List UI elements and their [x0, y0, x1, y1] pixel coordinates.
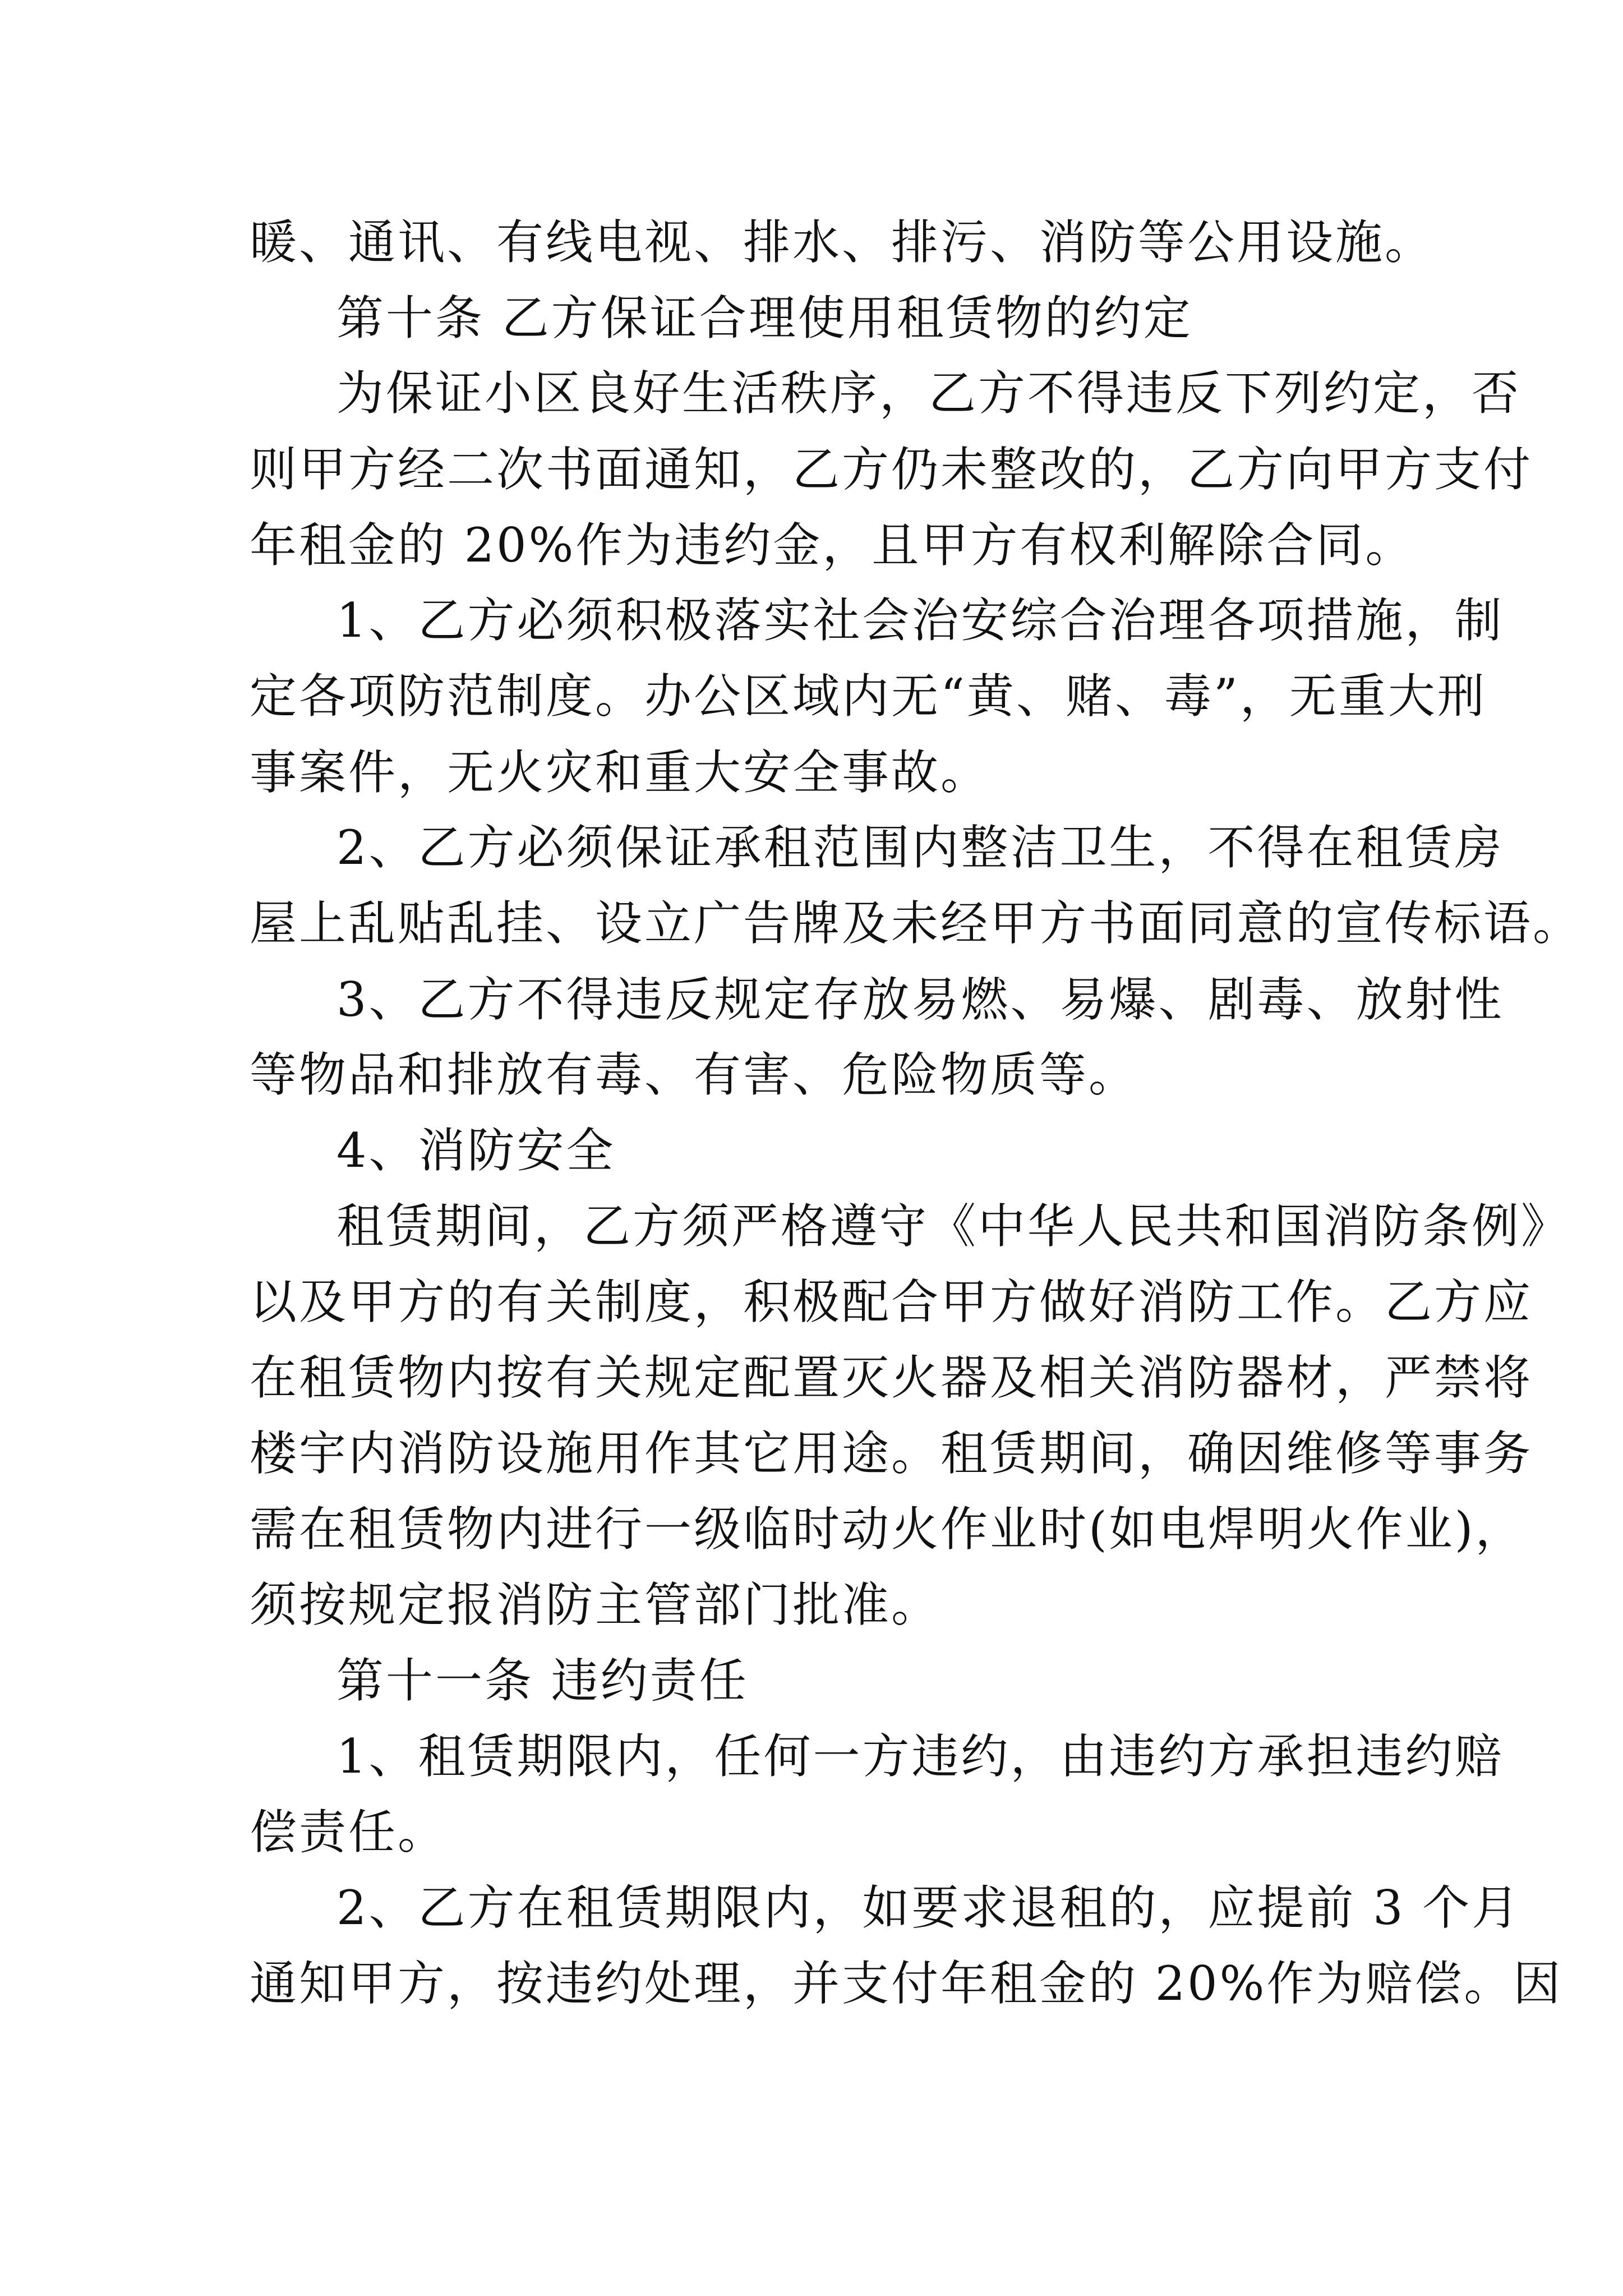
body-text: 须按规定报消防主管部门批准。	[250, 1577, 941, 1632]
paragraph-line	[0, 811, 1623, 884]
body-text: 暖、通讯、有线电视、排水、排污、消防等公用设施。	[250, 215, 1435, 270]
paragraph-line	[0, 887, 1623, 960]
list-item: 事案件，无火灾和重大安全事故。	[250, 745, 990, 800]
list-item: 等物品和排放有毒、有害、危险物质等。	[250, 1047, 1138, 1102]
list-item: 通知甲方，按违约处理，并支付年租金的 20%作为赔偿。因	[250, 1956, 1563, 2011]
list-item: 偿责任。	[250, 1805, 448, 1860]
list-item: 定各项防范制度。办公区域内无“黄、赌、毒”，无重大刑	[250, 669, 1487, 724]
section-heading: 第十一条 违约责任	[336, 1653, 749, 1708]
paragraph-line	[0, 1417, 1623, 1490]
paragraph-line	[0, 1493, 1623, 1566]
list-item: 2、乙方在租赁期限内，如要求退租的，应提前 3 个月	[336, 1880, 1521, 1935]
paragraph-line	[0, 660, 1623, 733]
section-heading: 第十条 乙方保证合理使用租赁物的约定	[336, 291, 1193, 346]
paragraph-line	[0, 1947, 1623, 2020]
paragraph-line	[0, 1341, 1623, 1414]
paragraph-line	[0, 1720, 1623, 1793]
body-text: 以及甲方的有关制度，积极配合甲方做好消防工作。乙方应	[250, 1274, 1533, 1329]
body-text: 为保证小区良好生活秩序，乙方不得违反下列约定，否	[336, 366, 1521, 421]
body-text: 楼宇内消防设施用作其它用途。租赁期间，确因维修等事务	[250, 1426, 1533, 1481]
body-text: 需在租赁物内进行一级临时动火作业时(如电焊明火作业)，	[250, 1502, 1525, 1557]
list-item: 屋上乱贴乱挂、设立广告牌及未经甲方书面同意的宣传标语。	[250, 896, 1583, 951]
paragraph-line	[0, 1871, 1623, 1944]
paragraph-line	[0, 1038, 1623, 1111]
body-text: 租赁期间，乙方须严格遵守《中华人民共和国消防条例》	[336, 1199, 1571, 1254]
list-item: 2、乙方必须保证承租范围内整洁卫生，不得在租赁房	[336, 820, 1504, 875]
paragraph-line	[0, 1114, 1623, 1187]
paragraph-line	[0, 1190, 1623, 1263]
paragraph-line	[0, 584, 1623, 657]
paragraph-line	[0, 282, 1623, 355]
paragraph-line	[0, 1568, 1623, 1641]
paragraph-line	[0, 1266, 1623, 1338]
body-text: 在租赁物内按有关规定配置灭火器及相关消防器材，严禁将	[250, 1350, 1533, 1405]
paragraph-line	[0, 963, 1623, 1036]
paragraph-line	[0, 1796, 1623, 1869]
list-item: 1、乙方必须积极落实社会治安综合治理各项措施，制	[336, 593, 1504, 648]
body-text: 则甲方经二次书面通知，乙方仍未整改的，乙方向甲方支付	[250, 442, 1533, 497]
paragraph-line	[0, 433, 1623, 506]
list-item: 3、乙方不得违反规定存放易燃、易爆、剧毒、放射性	[336, 972, 1504, 1027]
paragraph-line	[0, 357, 1623, 430]
paragraph-line	[0, 509, 1623, 582]
paragraph-line	[0, 1644, 1623, 1717]
paragraph-line	[0, 736, 1623, 809]
list-item: 1、租赁期限内，任何一方违约，由违约方承担违约赔	[336, 1729, 1504, 1784]
list-item: 4、消防安全	[336, 1123, 616, 1178]
body-text: 年租金的 20%作为违约金，且甲方有权利解除合同。	[250, 518, 1415, 573]
paragraph-line	[0, 206, 1623, 279]
